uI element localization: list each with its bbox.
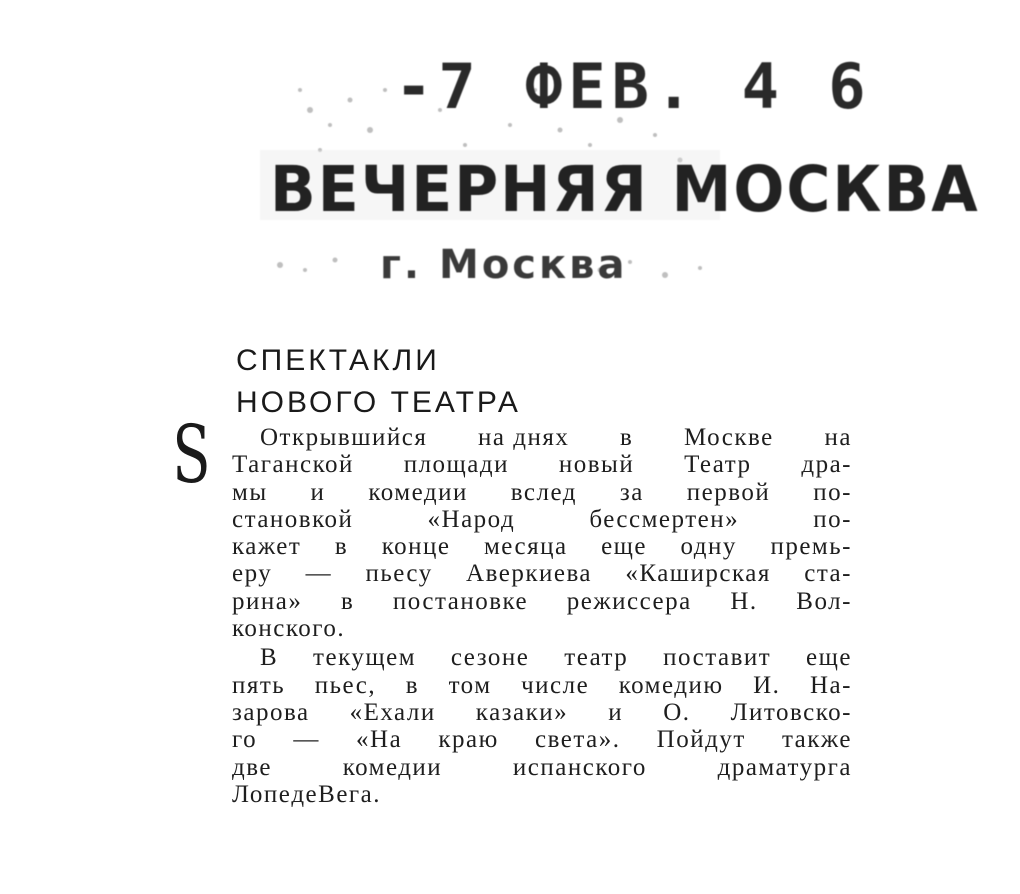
article-word: числе	[521, 671, 590, 699]
headline-line-1: СПЕКТАКЛИ	[236, 344, 440, 377]
article-word: премь-	[770, 533, 852, 561]
stamp-date: -7 ФЕВ. 4 6	[395, 50, 872, 123]
article-word: Открывшийся	[260, 424, 428, 451]
article-word: Таганской	[232, 451, 354, 479]
article-word: Вега.	[318, 780, 382, 808]
stamp-city: г. Москва	[380, 242, 628, 288]
article-word: первой	[686, 478, 771, 506]
article-word: На-	[809, 671, 852, 699]
article-word: света».	[535, 726, 621, 754]
article-word: Н.	[730, 587, 758, 615]
article-word: в	[340, 587, 355, 615]
article-paragraph	[232, 424, 852, 642]
margin-mark: S	[172, 408, 211, 501]
article-word: по-	[813, 505, 852, 533]
article-word: —	[305, 560, 333, 588]
article-word: еще	[601, 533, 648, 561]
article-word: рина»	[232, 587, 303, 615]
article-word: испанского	[512, 753, 647, 781]
article-paragraph	[232, 644, 852, 808]
article-word: И.	[753, 671, 781, 699]
article-word: Аверкиева	[466, 560, 593, 588]
article-line	[232, 588, 852, 615]
article-word: одну	[680, 533, 737, 561]
article-word: комедию	[618, 671, 724, 699]
article-word: де	[291, 780, 319, 808]
article-word: месяца	[483, 533, 568, 561]
article-headline	[236, 340, 521, 424]
article-word: текущем	[313, 644, 417, 672]
article-word: го	[232, 726, 258, 754]
article-word: по-	[813, 478, 852, 506]
article-line	[232, 754, 852, 781]
article-word: Москве	[684, 424, 774, 451]
article-word: —	[293, 726, 320, 754]
article-word: «На	[356, 726, 403, 754]
article-word: Пойдут	[656, 726, 746, 754]
article-word: зарова	[232, 698, 310, 726]
article-word: вслед	[510, 478, 577, 506]
article-word: поставит	[663, 644, 772, 672]
article-line	[232, 424, 852, 451]
article-line	[232, 560, 852, 587]
article-word: комедии	[368, 478, 468, 506]
article-word: на днях	[478, 424, 570, 451]
article-word: новый	[558, 451, 635, 479]
article-word: на	[824, 424, 852, 451]
article-word: В	[260, 644, 279, 672]
article-line	[232, 699, 852, 726]
article-word: конце	[381, 533, 451, 561]
article-word: еру	[232, 560, 273, 588]
article-line	[232, 672, 852, 699]
article-word: в	[620, 424, 634, 451]
article-word: краю	[438, 726, 499, 754]
article-word: дра-	[801, 451, 852, 479]
article-word: театр	[564, 644, 629, 672]
article-word: мы	[232, 478, 268, 506]
article-line	[232, 451, 852, 478]
article-word: Театр	[684, 451, 752, 479]
article-word: в	[334, 533, 349, 561]
article-word: пьес,	[314, 671, 377, 699]
article-word: две	[232, 753, 272, 781]
article-word: режиссера	[566, 587, 692, 615]
article-word: том	[448, 671, 492, 699]
article-word: становкой	[232, 505, 354, 533]
article-word: «Каширская	[625, 560, 771, 588]
article-word: постановке	[392, 587, 529, 615]
article-word: также	[781, 726, 852, 754]
article-line	[232, 533, 852, 560]
article-line	[232, 781, 852, 808]
article-word: пьесу	[365, 560, 433, 588]
article-word: Литовско-	[730, 698, 852, 726]
article-word: О.	[663, 698, 691, 726]
article-body	[232, 424, 852, 808]
headline-line-2: НОВОГО ТЕАТРА	[236, 386, 521, 419]
article-line	[232, 615, 852, 642]
article-word: сезоне	[450, 644, 530, 672]
newspaper-title: ВЕЧЕРНЯЯ МОСКВА	[270, 153, 980, 227]
article-word: бессмертен»	[589, 505, 740, 533]
article-word: за	[619, 478, 644, 506]
article-word: Вол-	[796, 587, 852, 615]
article-line	[232, 644, 852, 671]
article-word: конского.	[232, 615, 346, 643]
article-word: площади	[403, 451, 509, 479]
article-word: комедии	[342, 753, 443, 781]
article-line	[232, 726, 852, 753]
article-word: ста-	[804, 560, 852, 588]
article-word: и	[608, 698, 624, 726]
article-word: и	[310, 478, 326, 506]
newspaper-stamp	[260, 30, 980, 310]
article-line	[232, 506, 852, 533]
article-word: кажет	[232, 533, 302, 561]
article-word: пять	[232, 671, 286, 699]
article-word: казаки»	[475, 698, 569, 726]
article-word: в	[405, 671, 420, 699]
article-word: Лопе	[232, 780, 292, 808]
article-word: «Ехали	[349, 698, 436, 726]
article-word: еще	[806, 644, 852, 672]
article-word: «Народ	[427, 505, 516, 533]
article-line	[232, 479, 852, 506]
article-word: драматурга	[717, 753, 852, 781]
